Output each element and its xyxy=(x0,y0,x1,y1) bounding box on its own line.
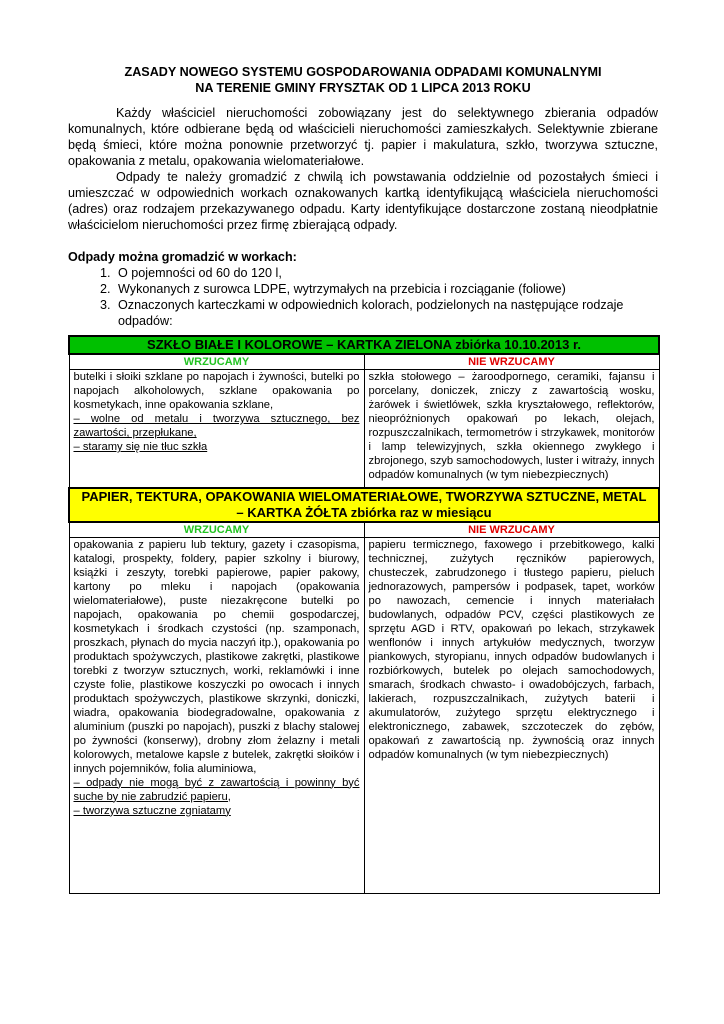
glass-accepted-note-1: – wolne od metalu i tworzywa sztucznego, bez zawartości, przepłukane, xyxy=(73,413,360,439)
paper-accepted-note-2: – tworzywa sztuczne zgniatamy xyxy=(73,804,231,817)
list-item: 2. Wykonanych z surowca LDPE, wytrzymałych na przebicia i rozciąganie (foliowe) xyxy=(114,281,658,297)
glass-accepted-label: WRZUCAMY xyxy=(69,354,364,370)
list-item: 3. Oznaczonych karteczkami w odpowiednich kolorach, podzielonych na następujące rodzaje odpadów: xyxy=(114,297,658,329)
title-line-2: NA TERENIE GMINY FRYSZTAK OD 1 LIPCA 2013 ROKU xyxy=(195,81,531,95)
glass-rejected-cell xyxy=(364,370,659,488)
paper-rejected-cell xyxy=(364,537,659,893)
paper-accepted-cell xyxy=(69,537,364,893)
paper-accepted-label: WRZUCAMY xyxy=(69,522,364,538)
document-title xyxy=(68,64,658,96)
bags-list xyxy=(68,265,658,329)
bags-heading: Odpady można gromadzić w workach: xyxy=(68,250,297,264)
paper-plastic-section-header xyxy=(69,488,659,522)
intro-paragraph-2: Odpady te należy gromadzić z chwilą ich powstawania oddzielnie od pozostałych śmieci i umieszczać w odpowiednich workach oznakowanych kartką identyfikującą właściciela nieruchomości (adres) oraz rodzajem przekazywanego odpadu. Karty identyfikujące dostarczone zostaną nieodpłatnie właścicielom nieruchomości przez firmę zbierającą odpady. xyxy=(68,170,658,232)
glass-section-header: SZKŁO BIAŁE I KOLOROWE – KARTKA ZIELONA zbiórka 10.10.2013 r. xyxy=(69,336,659,354)
paper-rejected-text: papieru termicznego, faxowego i przebitkowego, kalki technicznej, zużytych ręczników papierowych, chusteczek, zabrudzonego i tłustego papieru, pieluch jednorazowych, pampersów i podpasek, tapet, worków po nawozach, cemencie i innych materiałach budowlanych, odpadów PCV, części plastikowych ze sprzętu AGD i RTV, opakowań po lekach, strzykawek wenflonów i innych artykułów medycznych, tworzyw piankowych, styropianu, innych odpadów budowlanych i rozbiórkowych, butelek po olejach samochodowych, smarach, środkach chwasto- i owadobójczych, farbach, lakierach, rozpuszczalnikach, zużytych baterii i akumulatorów, zużytego sprzętu elektrycznego i elektronicznego, zabawek, szczoteczek do zębów, opakowań z zawartością np. żywnością oraz innych odpadów komunalnych (w tym niebezpiecznych) xyxy=(368,538,655,761)
glass-accepted-text: butelki i słoiki szklane po napojach i żywności, butelki po napojach alkoholowych, szklane opakowania po kosmetykach, inne opakowania szklane, xyxy=(73,371,360,411)
document-page xyxy=(68,64,658,894)
waste-sorting-table xyxy=(68,335,660,894)
paper-header-line-2: – KARTKA ŻÓŁTA zbiórka raz w miesiącu xyxy=(236,504,492,520)
paper-accepted-text: opakowania z papieru lub tektury, gazety i czasopisma, katalogi, prospekty, foldery, papier szkolny i biurowy, książki i zeszyty, torebki papierowe, papier pakowy, kartony po mleku i napojach (opakowania wielomateriałowe), puste niezakręcone butelki po napojach, opakowania po chemii gospodarczej, kosmetykach i środkach czystości (np. szamponach, proszkach, płynach do mycia naczyń itp.), opakowania po produktach spożywczych, plastikowe zakrętki, plastikowe torebki z tworzyw sztucznych, worki, reklamówki i inne czyste folie, plastikowe koszyczki po owocach i innych produktach spożywczych, plastikowe skrzynki, doniczki, wiadra, opakowania biodegradowalne, opakowania z aluminium (puszki po napojach), puszki z blachy stalowej po żywności (konserwy), drobny złom żelazny i metali kolorowych, metalowe kapsle z butelek, zakrętki słoików i innych pojemników, folia aluminiowa, xyxy=(73,538,360,775)
glass-rejected-text: szkła stołowego – żaroodpornego, ceramiki, fajansu i porcelany, doniczek, zniczy z zawartością wosku, żarówek i świetlówek, szkła kryształowego, reflektorów, nieopróżnionych opakowań po lekach, olejach, rozpuszczalnikach, termometrów i strzykawek, monitorów i lamp telewizyjnych, szkła okiennego zwykłego i zbrojonego, szyb samochodowych, luster i witraży, innych odpadów komunalnych (w tym niebezpiecznych) xyxy=(368,371,655,481)
paper-rejected-label: NIE WRZUCAMY xyxy=(364,522,659,538)
paper-header-line-1: PAPIER, TEKTURA, OPAKOWANIA WIELOMATERIAŁOWE, TWORZYWA SZTUCZNE, METAL xyxy=(81,488,647,504)
glass-rejected-label: NIE WRZUCAMY xyxy=(364,354,659,370)
glass-accepted-cell xyxy=(69,370,364,488)
title-line-1: ZASADY NOWEGO SYSTEMU GOSPODAROWANIA ODPADAMI KOMUNALNYMI xyxy=(124,65,602,79)
glass-accepted-note-2: – staramy się nie tłuc szkła xyxy=(73,441,208,453)
list-item: 1. O pojemności od 60 do 120 l, xyxy=(114,265,658,281)
intro-paragraph-1: Każdy właściciel nieruchomości zobowiązany jest do selektywnego zbierania odpadów komunalnych, które odbierane będą od właścicieli nieruchomości zamieszkałych. Selektywnie zbierane będą śmieci, które można ponownie przetworzyć tj. papier i makulatura, szkło, tworzywa sztuczne, opakowania z metalu, opakowania wielomateriałowe. xyxy=(68,106,658,168)
paper-accepted-note-1: – odpady nie mogą być z zawartością i powinny być suche by nie zabrudzić papieru, xyxy=(73,776,360,803)
